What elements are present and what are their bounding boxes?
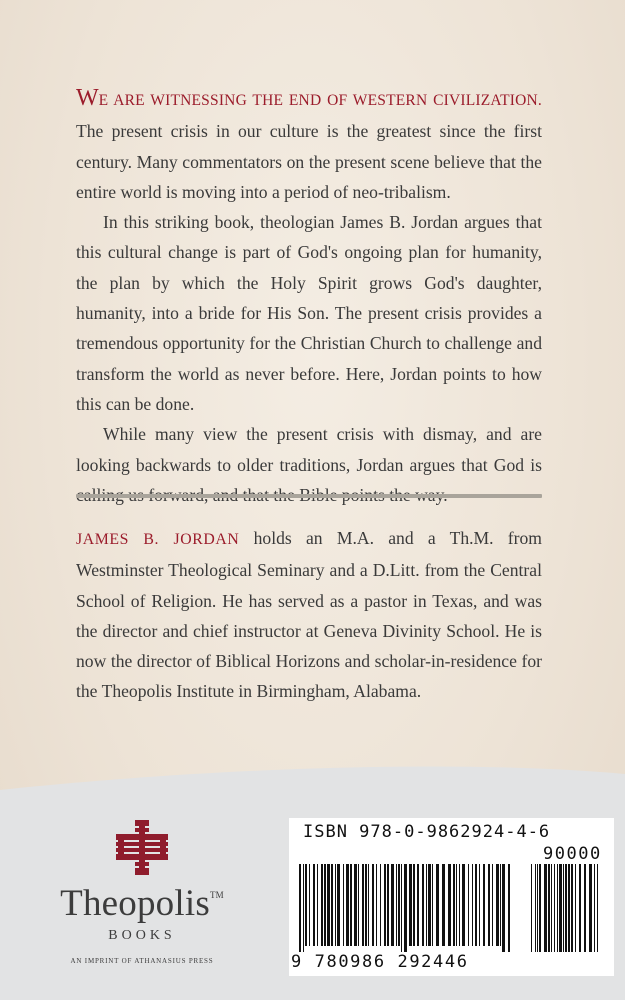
drop-initial: W xyxy=(76,85,99,111)
blurb-paragraph-1-text: The present crisis in our culture is the greatest since the first century. Many commentators on the present scene believe that the entire world is moving into a period of neo-tribalism. xyxy=(76,121,542,202)
author-bio-text: holds an M.A. and a Th.M. from Westminster Theological Seminary and a D.Litt. from the Central School of Religion. He has served as a pastor in Texas, and was the director and chief instructor at Geneva Divinity School. He is now the director of Biblical Horizons and scholar-in-residence for the Theopolis Institute in Birmingham, Alabama. xyxy=(76,528,542,702)
book-blurb xyxy=(76,84,542,510)
blurb-paragraph-1 xyxy=(76,84,542,207)
blurb-paragraph-2: In this striking book, theologian James B. Jordan argues that this cultural change is part of God's ongoing plan for humanity, the plan by which the Holy Spirit grows God's daughter, humanity, into a bride for His Son. The present crisis provides a tremendous opportunity for the Christian Church to challenge and transform the world as never before. Here, Jordan points to how this can be done. xyxy=(76,212,542,414)
price-code: 90000 xyxy=(543,844,602,864)
isbn-label: ISBN 978-0-9862924-4-6 xyxy=(303,822,551,842)
publisher-books-label: BOOKS xyxy=(108,928,176,943)
isbn-digits: 9 780986 292446 xyxy=(291,952,469,972)
trademark-mark: TM xyxy=(209,890,224,900)
author-bio xyxy=(76,523,542,707)
publisher-logo xyxy=(42,820,242,970)
blurb-paragraph-3: While many view the present crisis with dismay, and are looking backwards to older traditions, Jordan argues that God is xyxy=(76,424,542,475)
author-name: JAMES B. JORDAN xyxy=(76,531,240,548)
publisher-imprint: AN IMPRINT OF ATHANASIUS PRESS xyxy=(70,957,214,965)
publisher-name: Theopolis™ xyxy=(60,883,224,924)
barcode-bars xyxy=(295,864,607,954)
theopolis-cross-gate-icon xyxy=(116,820,168,876)
isbn-barcode xyxy=(289,818,614,976)
blurb-headline: E ARE WITNESSING THE END OF WESTERN CIVILIZATION. xyxy=(98,92,542,109)
section-divider xyxy=(76,494,542,498)
